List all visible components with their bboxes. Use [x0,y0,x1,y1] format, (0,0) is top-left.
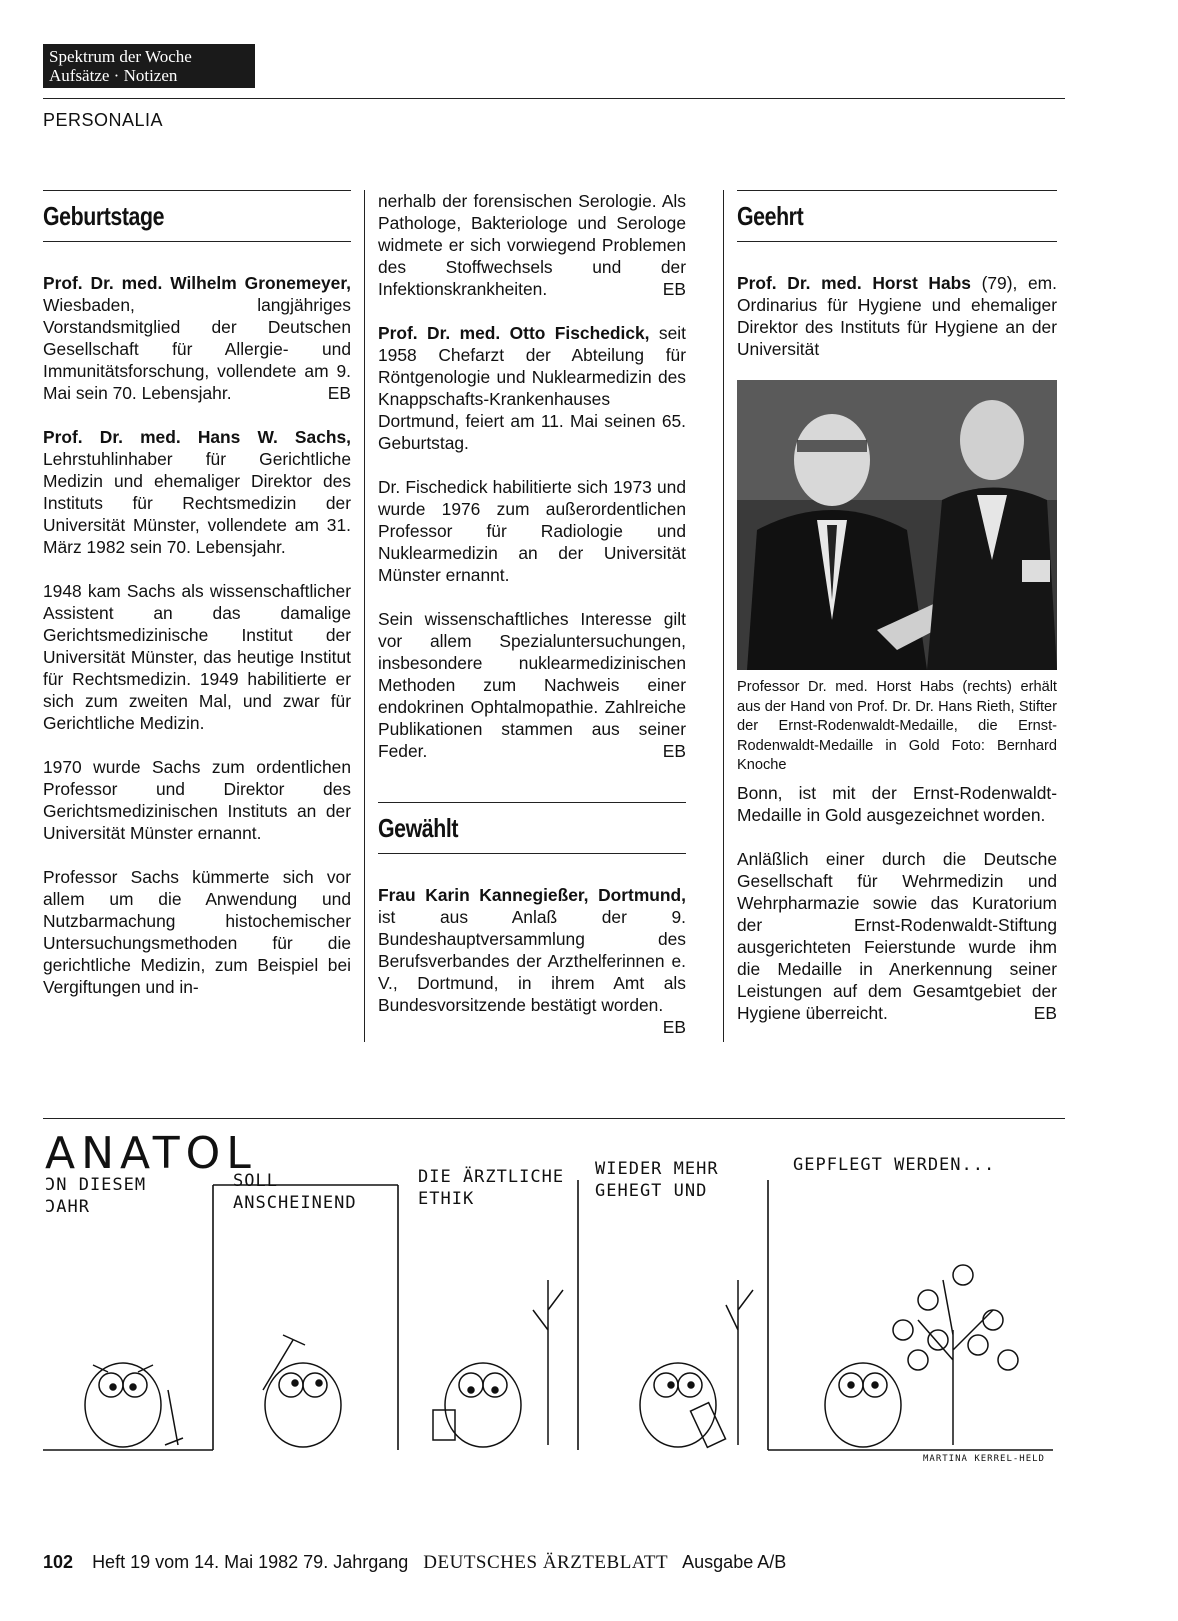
heading-gewaehlt: Gewählt [378,813,459,843]
column-divider [364,190,365,1042]
signature: EB [1033,1003,1057,1023]
page-footer [43,1552,786,1574]
paragraph: Professor Sachs kümmerte sich vor allem um die Anwendung und Nutzbarmachung histochemischer Untersuchungsmethoden für die gerichtliche Medizin, zum Beispiel bei Vergiftungen und in- [43,867,351,997]
entry-text: ist aus Anlaß der 9. Bundeshauptversammlung des Berufsverbandes der Arzthelferinnen e. V., Dortmund, in ihrem Amt als Bundesvorsitzende bestätigt worden. [378,907,686,1015]
series-header-line1: Spektrum der Woche [49,47,192,66]
comic-panel-5-text: GEPFLEGT WERDEN... [793,1155,996,1175]
paragraph [378,190,686,300]
comic-panel-2-text: SOLL ANSCHEINEND [233,1171,357,1213]
paragraph: Bonn, ist mit der Ernst-Rodenwaldt-Medaille in Gold ausgezeichnet worden. [737,783,1057,825]
person-name: Prof. Dr. med. Horst Habs [737,273,971,293]
entry-text: seit 1958 Chefarzt der Abteilung für Röntgenologie und Nuklearmedizin des Knappschafts-Krankenhauses Dortmund, feiert am 11. Mai seinen 65. Geburtstag. [378,323,686,453]
signature: EB [327,383,351,403]
paragraph [737,848,1057,1024]
paragraph: 1948 kam Sachs als wissenschaftlicher Assistent an das damalige Gerichtsmedizinische Institut der Universität Münster, das heutige Institut für Rechtsmedizin. 1949 habilitierte er sich zum zweiten Mal, und zwar für Gerichtliche Medizin. [43,581,351,733]
signature: EB [662,741,686,761]
column-3-continued [737,782,1057,1024]
column-3 [737,190,1057,360]
photo-caption: Professor Dr. med. Horst Habs (rechts) erhält aus der Hand von Prof. Dr. Dr. Hans Rieth, Stifter der Ernst-Rodenwaldt-Medaille, die Ernst-Rodenwaldt-Medaille in Gold Foto: Bernhard Knoche [737,679,1057,773]
entry-habs [737,272,1057,360]
comic-strip [43,1155,1065,1470]
comic-title: ANATOL [45,1128,257,1179]
series-header-line2: Aufsätze · Notizen [49,66,178,85]
entry-kannegiesser [378,884,686,1037]
paragraph: Dr. Fischedick habilitierte sich 1973 und wurde 1976 zum außerordentlichen Professor für Radiologie und Nuklearmedizin an der Universität Münster ernannt. [378,477,686,585]
entry-gronemeyer [43,272,351,404]
comic-panel-1-text: ƆN DIESEM ƆAHR [45,1175,147,1217]
award-photo-illustration [737,380,1057,670]
entry-text: Sein wissenschaftliches Interesse gilt vor allem Spezialuntersuchungen, insbesondere nuklearmedizinischen Methoden zum Nachweis einer endokrinen Ophtalmopathie. Zahlreiche Publikationen stammen aus seiner Feder. [378,609,686,761]
column-1 [43,190,351,998]
section-label: PERSONALIA [43,110,164,130]
entry-text: Wiesbaden, langjähriges Vorstandsmitglied der Deutschen Gesellschaft für Allergie- und Immunitätsforschung, vollendete am 9. Mai sein 70. Lebensjahr. [43,295,351,403]
heading-rule-bottom [378,853,686,854]
entry-text: nerhalb der forensischen Serologie. Als Pathologe, Bakteriologe und Serologe widmete er sich vorwiegend Problemen des Stoffwechsels und der Infektionskrankheiten. [378,191,686,299]
person-name: Prof. Dr. med. Otto Fischedick, [378,323,650,343]
heading-rule-bottom [43,241,351,242]
comic-panel-4-text: WIEDER MEHR GEHEGT UND [595,1159,719,1201]
entry-text: (79), em. Ordinarius für Hygiene und ehemaliger Direktor des Instituts für Hygiene an der Universität [737,273,1057,359]
top-rule [43,98,1065,99]
heading-rule-bottom [737,241,1057,242]
paragraph: 1970 wurde Sachs zum ordentlichen Professor und Direktor des Gerichtsmedizinischen Instituts an der Universität Münster ernannt. [43,757,351,843]
comic-top-rule [43,1118,1065,1119]
entry-text: Anläßlich einer durch die Deutsche Gesellschaft für Wehrmedizin und Wehrpharmazie sowie das Kuratorium der Ernst-Rodenwaldt-Stiftung ausgerichteten Feierstunde wurde ihm die Medaille in Anerkennung seiner Leistungen auf dem Gesamtgebiet der Hygiene überreicht. [737,849,1057,1023]
heading-geburtstage: Geburtstage [43,201,165,231]
entry-sachs [43,426,351,558]
paragraph [378,608,686,762]
series-header-box [43,44,255,88]
column-divider [723,190,724,1042]
comic-artist-signature: MARTINA KERREL-HELD [923,1454,1045,1464]
journal-name: DEUTSCHES ÄRZTEBLATT [423,1552,669,1573]
award-photo [737,380,1057,670]
signature: EB [662,279,686,299]
comic-drawing [43,1180,1065,1470]
person-name: Prof. Dr. med. Hans W. Sachs, [43,427,351,447]
person-name: Frau Karin Kannegießer, Dortmund, [378,885,686,905]
person-name: Prof. Dr. med. Wilhelm Gronemeyer, [43,273,351,293]
heading-geehrt: Geehrt [737,201,804,231]
entry-text: Lehrstuhlinhaber für Gerichtliche Medizin und ehemaliger Direktor des Instituts für Rechtsmedizin der Universität Münster, vollendete am 31. März 1982 sein 70. Lebensjahr. [43,449,351,557]
edition: Ausgabe A/B [682,1552,787,1572]
signature: EB [662,1017,686,1037]
comic-panel-3-text: DIE ÄRZTLICHE ETHIK [418,1167,565,1209]
page-number: 102 [43,1552,74,1572]
entry-fischedick [378,322,686,454]
column-2 [378,190,686,1038]
issue-info: Heft 19 vom 14. Mai 1982 79. Jahrgang [92,1552,409,1572]
